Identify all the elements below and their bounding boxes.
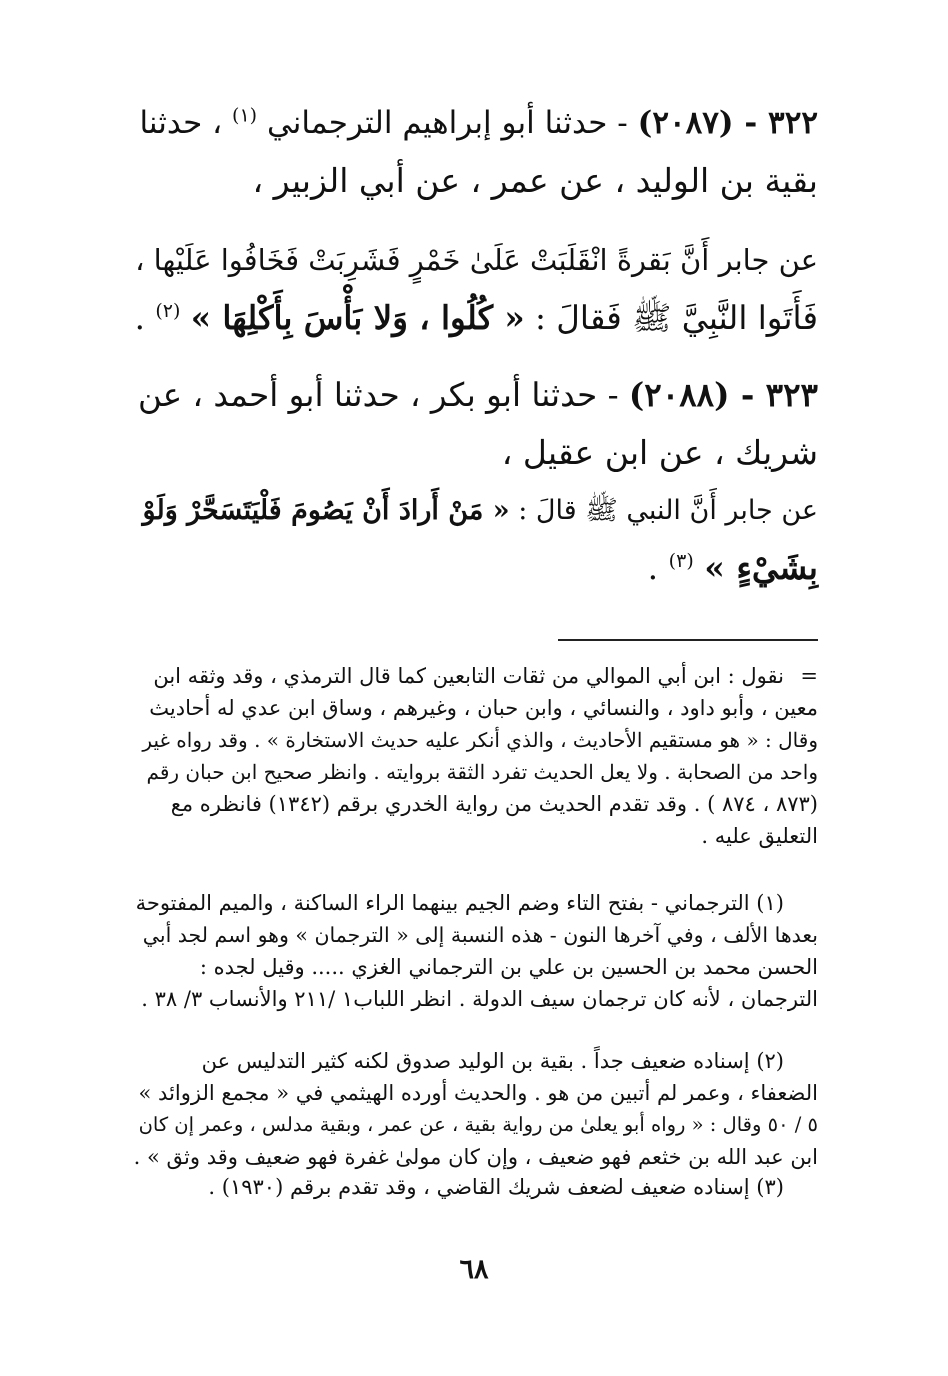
footnote-line: (٨٧٣ ، ٨٧٤ ) . وقد تقدم الحديث من رواية الخدري برقم (١٣٤٢) فانظره مع: [170, 792, 818, 816]
matn-text: فَأَتَوا النَّبِيَّ ﷺ فَقالَ :: [535, 299, 818, 337]
footnote-line: (٢) إسناده ضعيف جداً . بقية بن الوليد صدوق لكنه كثير التدليس عن: [201, 1049, 784, 1073]
isnad-line: شريك ، عن ابن عقيل ،: [501, 433, 818, 472]
footnote-2: [134, 1045, 818, 1173]
hadith-number: ٣٢٢ - (٢٠٨٧): [637, 105, 818, 141]
footnote-line: الضعفاء ، وعمر لم أتبين من هو . والحديث أورده الهيثمي في « مجمع الزوائد »: [138, 1081, 818, 1105]
prophetic-quote: « مَنْ أَرادَ أَنْ يَصُومَ فَلْيَتَسَحَّرْ وَلَوْ: [142, 495, 510, 526]
matn-text: .: [647, 548, 659, 587]
hadith-323-isnad: [134, 366, 818, 481]
footnote-line: ابن عبد الله بن خثعم فهو ضعيف ، وإن كان مولىٰ غفرة فهو ضعيف وقد وثق » .: [133, 1145, 818, 1169]
footnote-ref: (٢): [155, 300, 181, 323]
footnote-line: وقال : « هو مستقيم الأحاديث ، والذي أنكر عليه حديث الاستخارة » . وقد رواه غير: [142, 728, 818, 752]
isnad-text: ، حدثنا: [139, 105, 223, 141]
hadith-322-isnad: [134, 95, 818, 209]
hadith-number: ٣٢٣ - (٢٠٨٨): [628, 375, 818, 414]
footnote-line: ٥ / ٥٠ وقال : « رواه أبو يعلىٰ من رواية بقية ، عن عمر ، وبقية مدلس ، وعمر إن كان: [138, 1113, 818, 1136]
footnote-separator: [558, 639, 818, 641]
isnad-line: بقية بن الوليد ، عن عمر ، عن أبي الزبير ،: [252, 161, 818, 200]
matn-line: [134, 539, 818, 596]
prophetic-quote: « كُلُوا ، وَلا بَأْسَ بِأَكْلِهَا »: [190, 298, 525, 337]
footnote-line: بعدها الألف ، وفي آخرها النون - هذه النسبة إلى « الترجمان » وهو اسم لجد أبي: [142, 923, 818, 947]
footnote-line: (٣) إسناده ضعيف لضعف شريك القاضي ، وقد تقدم برقم (١٩٣٠) .: [208, 1175, 784, 1199]
matn-line: عن جابر أَنَّ بَقرةً انْقَلَبَتْ عَلَىٰ خَمْرٍ فَشَرِبَتْ فَخَافُوا عَلَيْها ،: [135, 243, 818, 277]
prophetic-quote: بِشَيْءٍ »: [704, 548, 818, 587]
footnote-text: نقول : ابن أبي الموالي من ثقات التابعين كما قال الترمذي ، وقد وثقه ابن: [153, 664, 784, 688]
isnad-line: [134, 95, 818, 152]
isnad-text: - حدثنا أبو بكر ، حدثنا أبو أحمد ، عن: [138, 376, 619, 414]
matn-text: عن جابر أَنَّ النبي ﷺ قالَ :: [518, 495, 818, 526]
footnote-continuation: [134, 660, 818, 852]
footnote-line: الترجمان ، لأنه كان ترجمان سيف الدولة . انظر اللباب١ /٢١١ والأنساب ٣/ ٣٨ .: [141, 987, 818, 1011]
matn-line: [134, 482, 818, 539]
page-number: ٦٨: [459, 1254, 489, 1285]
footnote-line: الحسن محمد بن الحسين بن علي بن الترجماني الغزي ..... وقيل لجده :: [199, 955, 818, 979]
footnote-ref: (١): [232, 104, 258, 127]
footnote-line: [134, 660, 818, 692]
footnote-3: [134, 1171, 818, 1203]
footnote-line: التعليق عليه .: [701, 824, 818, 848]
footnote-line: معين ، وأبو داود ، والنسائي ، وابن حبان ، وغيرهم ، وساق ابن عدي له أحاديث: [149, 696, 818, 720]
footnote-line: واحد من الصحابة . ولا يعل الحديث تفرد الثقة بروايته . وانظر صحيح ابن حبان رقم: [146, 760, 818, 784]
hadith-322-matn: [134, 232, 818, 347]
hadith-323-matn: [134, 482, 818, 596]
matn-line: [134, 289, 818, 347]
isnad-text: - حدثنا أبو إبراهيم الترجماني: [266, 105, 628, 141]
matn-text: .: [134, 299, 145, 337]
footnote-line: (١) الترجماني - بفتح التاء وضم الجيم بينهما الراء الساكنة ، والميم المفتوحة: [135, 891, 784, 915]
continuation-marker: =: [800, 664, 818, 688]
isnad-line: [134, 366, 818, 424]
footnote-ref: (٣): [668, 550, 694, 572]
footnote-1: [134, 887, 818, 1015]
